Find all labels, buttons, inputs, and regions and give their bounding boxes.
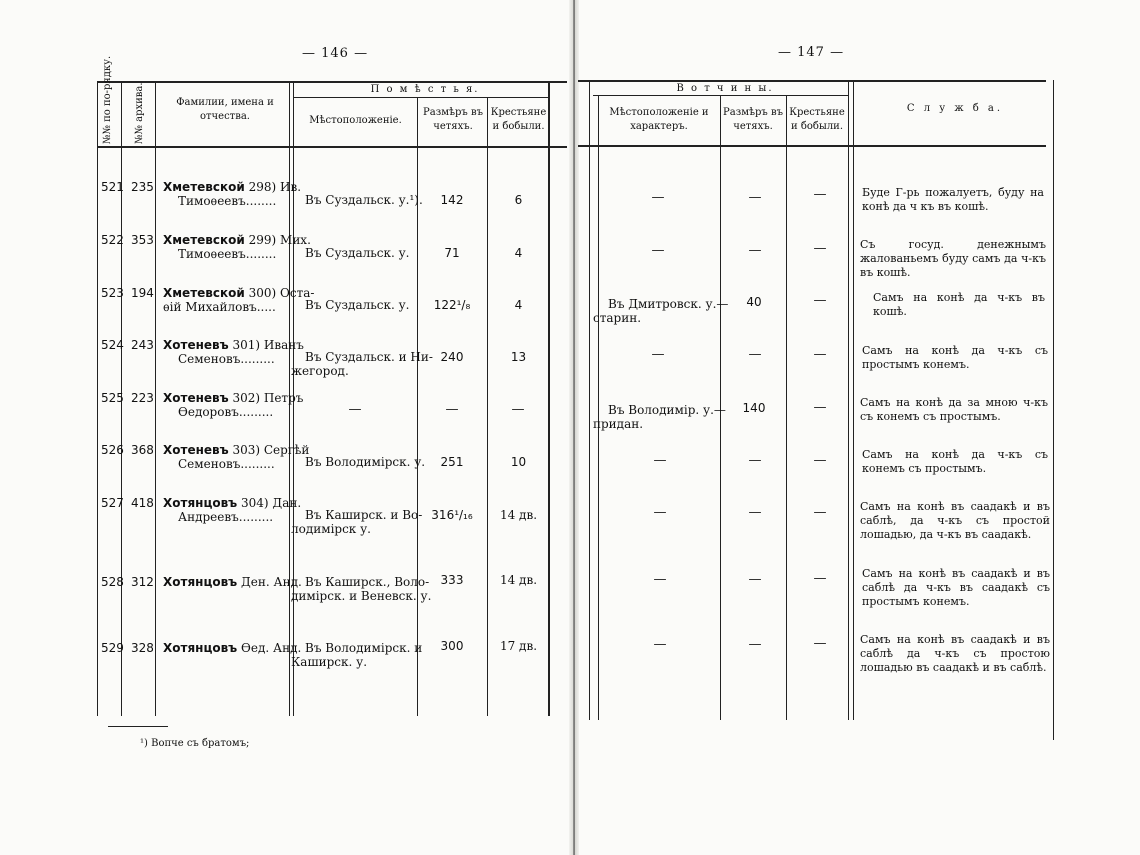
- estate-peasants: 17 дв.: [499, 639, 538, 653]
- estate-location: Въ Володимір. у.—: [608, 403, 726, 417]
- left-border-outer: [97, 81, 98, 716]
- row-number: 527: [101, 496, 124, 510]
- archive-number: 194: [131, 286, 154, 300]
- left-page-number: — 146 —: [302, 46, 369, 61]
- estate-location: Въ Каширск., Воло-: [305, 575, 430, 589]
- estate-size: —: [748, 347, 762, 362]
- estate-peasants: —: [813, 505, 827, 520]
- person-name-line2: ѳій Михайловъ.....: [163, 300, 276, 314]
- estate-location: Въ Суздальск. у.¹).: [305, 193, 423, 207]
- left-pomestya-group-rule: [293, 97, 550, 98]
- person-name-line2: Ѳедоровъ.........: [178, 405, 274, 419]
- header-service: С л у ж б а.: [906, 103, 1004, 114]
- row-number: 525: [101, 391, 124, 405]
- row-number: 524: [101, 338, 124, 352]
- estate-peasants: —: [813, 636, 827, 651]
- estate-size: 300: [440, 639, 464, 653]
- header-pomestya-group: П о м ѣ с т ь я.: [370, 84, 480, 95]
- header-names: Фамилии, имена и отчества.: [176, 97, 274, 122]
- header-peasants: Крестьяне и бобыли.: [789, 107, 845, 132]
- estate-peasants: 4: [514, 298, 523, 312]
- service-entry: Буде Г-рь пожалуетъ, буду на конѣ да ч къ въ кошѣ.: [862, 186, 1044, 213]
- estate-location-line2: димірск. и Веневск. у.: [291, 589, 432, 603]
- archive-number: 312: [131, 575, 154, 589]
- estate-size: —: [748, 637, 762, 652]
- estate-size: —: [748, 190, 762, 205]
- service-entry: Самъ на конѣ да ч-къ съ конемъ съ простымъ.: [862, 448, 1048, 475]
- right-page-number: — 147 —: [778, 45, 845, 60]
- estate-size: 240: [440, 350, 464, 364]
- person-name: Хотянцовъ Ѳед. Анд.: [163, 641, 302, 655]
- estate-peasants: —: [813, 347, 827, 362]
- row-number: 522: [101, 233, 124, 247]
- estate-location-line2: лодимірск у.: [291, 522, 371, 536]
- archive-number: 223: [131, 391, 154, 405]
- header-location-character: Мѣстоположеніе и характеръ.: [609, 107, 709, 132]
- archive-number: 418: [131, 496, 154, 510]
- person-name-line2: Семеновъ.........: [178, 457, 275, 471]
- service-entry: Самъ на конѣ въ саадакѣ и въ саблѣ, да ч-къ съ простой лошадью, да ч-къ въ саадакѣ.: [860, 500, 1050, 541]
- header-votchiny-group: В о т ч и н ы.: [676, 83, 774, 94]
- right-border-col4b: [853, 80, 854, 720]
- header-row-number: №№ по по-рядку.: [102, 55, 113, 144]
- person-name: Хотеневъ 303) Сергѣй: [163, 443, 310, 457]
- estate-peasants: 10: [510, 455, 527, 469]
- footnote-rule: [108, 726, 168, 727]
- service-entry: Самъ на конѣ да за мною ч-къ съ конемъ съ простымъ.: [860, 396, 1048, 423]
- row-number: 523: [101, 286, 124, 300]
- row-number: 521: [101, 180, 124, 194]
- estate-peasants: —: [813, 241, 827, 256]
- archive-number: 368: [131, 443, 154, 457]
- estate-size: —: [748, 243, 762, 258]
- left-border-col4: [417, 97, 418, 716]
- person-name: Хметевской 298) Ив.: [163, 180, 302, 194]
- service-entry: Самъ на конѣ въ саадакѣ и въ саблѣ да ч-къ съ простою лошадью въ саадакѣ и въ саблѣ.: [860, 633, 1050, 674]
- person-name-line2: Андреевъ.........: [178, 510, 274, 524]
- estate-location: —: [651, 347, 665, 362]
- person-name: Хметевской 300) Оста-: [163, 286, 315, 300]
- estate-location: Въ Володимірск. и: [305, 641, 423, 655]
- person-name: Хотянцовъ 304) Дан.: [163, 496, 302, 510]
- person-name-line2: Семеновъ.........: [178, 352, 275, 366]
- right-border-col1b: [598, 96, 599, 720]
- estate-peasants: 14 дв.: [499, 573, 538, 587]
- estate-peasants: —: [511, 402, 525, 417]
- archive-number: 328: [131, 641, 154, 655]
- row-number: 528: [101, 575, 124, 589]
- left-header-bottom-rule: [97, 146, 567, 148]
- archive-number: 353: [131, 233, 154, 247]
- service-entry: Самъ на конѣ да ч-къ въ кошѣ.: [873, 291, 1045, 318]
- left-border-col2: [155, 81, 156, 716]
- right-border-col3: [786, 96, 787, 720]
- person-name-line2: Тимоѳеевъ........: [178, 194, 277, 208]
- estate-location: —: [348, 402, 362, 417]
- estate-size: 142: [440, 193, 464, 207]
- estate-peasants: —: [813, 187, 827, 202]
- service-entry: Съ госуд. денежнымъ жалованьемъ буду самъ да ч-къ въ кошѣ.: [860, 238, 1046, 279]
- estate-location: Въ Суздальск. и Ни-: [305, 350, 433, 364]
- estate-size: 333: [440, 573, 464, 587]
- estate-location: —: [653, 453, 667, 468]
- estate-size: —: [748, 505, 762, 520]
- estate-size: —: [748, 453, 762, 468]
- header-size: Размѣръ въ четяхъ.: [723, 107, 783, 132]
- service-entry: Самъ на конѣ да ч-къ съ простымъ конемъ.: [862, 344, 1048, 371]
- person-name: Хотеневъ 301) Иванъ: [163, 338, 304, 352]
- row-number: 529: [101, 641, 124, 655]
- row-number: 526: [101, 443, 124, 457]
- estate-location: Въ Суздальск. у.: [305, 246, 410, 260]
- estate-size: —: [748, 572, 762, 587]
- estate-size: —: [445, 402, 459, 417]
- estate-peasants: —: [813, 400, 827, 415]
- estate-location: Въ Каширск. и Во-: [305, 508, 423, 522]
- right-header-bottom-rule: [578, 145, 1046, 147]
- person-name-line2: Тимоѳеевъ........: [178, 247, 277, 261]
- estate-size: 71: [444, 246, 460, 260]
- estate-peasants: —: [813, 293, 827, 308]
- estate-location-line2: жегород.: [291, 364, 349, 378]
- estate-peasants: —: [813, 453, 827, 468]
- estate-size: 40: [746, 295, 762, 309]
- person-name: Хотеневъ 302) Петръ: [163, 391, 304, 405]
- header-peasants: Крестьяне и бобыли.: [490, 107, 547, 132]
- book-fold-line: [573, 0, 575, 855]
- estate-size: 140: [742, 401, 766, 415]
- estate-peasants: 6: [514, 193, 523, 207]
- archive-number: 243: [131, 338, 154, 352]
- left-border-col6: [548, 81, 550, 716]
- header-location: Мѣстоположеніе.: [309, 115, 402, 126]
- right-border-outer: [1053, 80, 1054, 740]
- estate-size: 251: [440, 455, 464, 469]
- footnote: ¹) Вопче съ братомъ;: [140, 738, 250, 749]
- right-table-top-rule: [578, 80, 1046, 82]
- service-entry: Самъ на конѣ въ саадакѣ и въ саблѣ да ч-къ въ саадакѣ съ простымъ конемъ.: [862, 567, 1050, 608]
- estate-location: —: [651, 243, 665, 258]
- estate-location: Въ Суздальск. у.: [305, 298, 410, 312]
- estate-location: —: [653, 572, 667, 587]
- estate-location: Въ Володимірск. у.: [305, 455, 426, 469]
- archive-number: 235: [131, 180, 154, 194]
- person-name: Хметевской 299) Мих.: [163, 233, 311, 247]
- right-border-col1: [589, 80, 590, 720]
- estate-location: —: [653, 637, 667, 652]
- estate-location: —: [651, 190, 665, 205]
- estate-location: —: [653, 505, 667, 520]
- left-border-col5: [487, 97, 488, 716]
- estate-size: 122¹/₈: [433, 298, 471, 312]
- estate-peasants: 13: [510, 350, 527, 364]
- person-name: Хотянцовъ Ден. Анд.: [163, 575, 302, 589]
- estate-location-line2: придан.: [593, 417, 644, 431]
- estate-location-line2: Каширск. у.: [291, 655, 368, 669]
- estate-location-line2: старин.: [593, 311, 642, 325]
- right-border-col4: [848, 80, 849, 720]
- estate-location: Въ Дмитровск. у.—: [608, 297, 729, 311]
- estate-peasants: 14 дв.: [499, 508, 538, 522]
- estate-size: 316¹/₁₆: [431, 508, 473, 522]
- estate-peasants: —: [813, 571, 827, 586]
- header-size: Размѣръ въ четяхъ.: [423, 107, 483, 132]
- estate-peasants: 4: [514, 246, 523, 260]
- header-archive-number: №№ архива.: [134, 82, 145, 144]
